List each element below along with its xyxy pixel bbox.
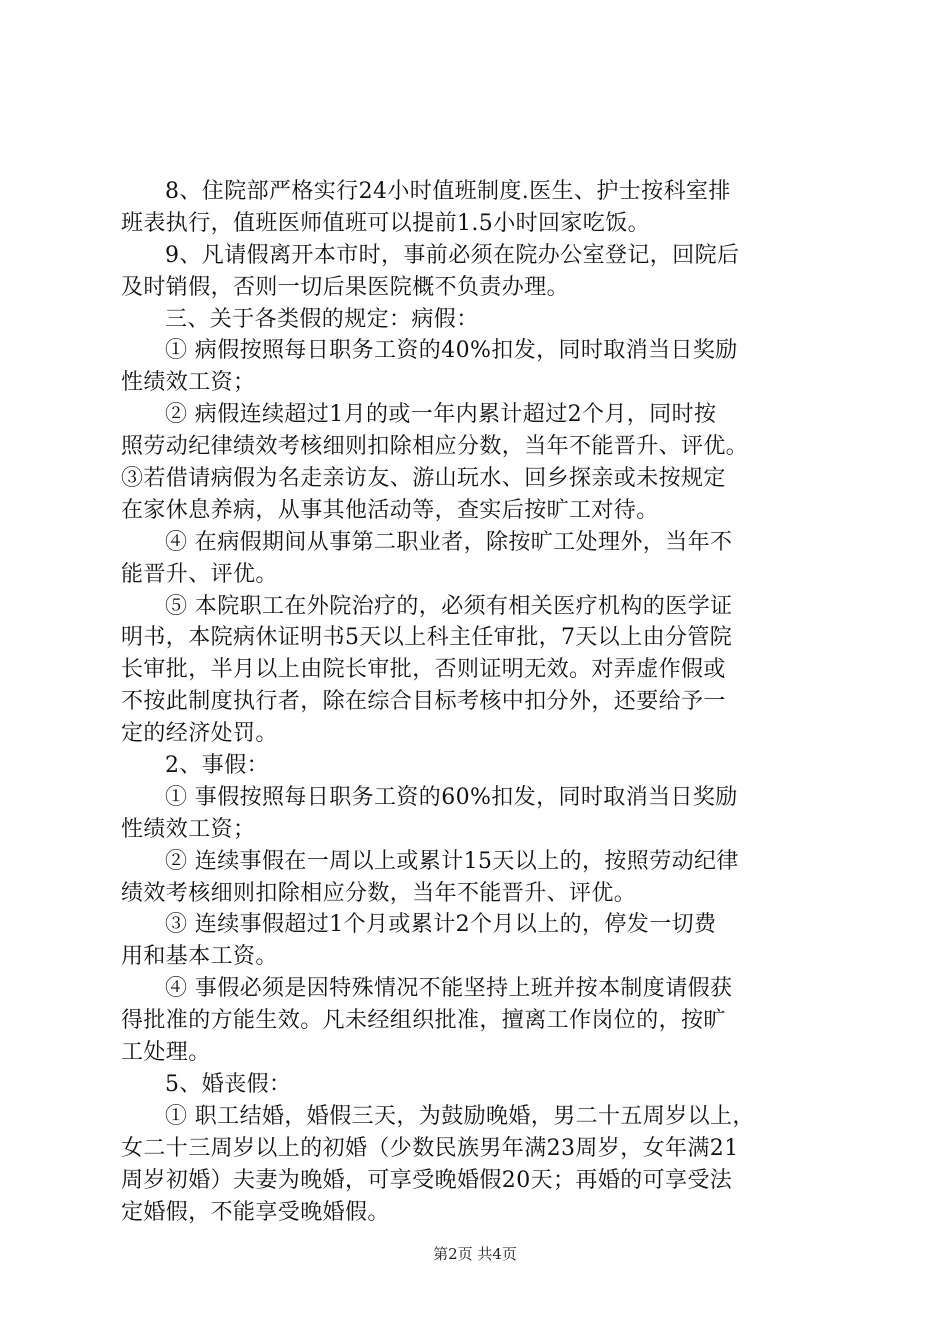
text-line: 2、事假： — [165, 753, 269, 779]
text-line: ① 病假按照每日职务工资的40%扣发，同时取消当日奖励 — [165, 338, 738, 364]
text-line: 长审批，半月以上由院长审批，否则证明无效。对弄虚作假或 — [121, 657, 726, 683]
text-line: 用和基本工资。 — [121, 944, 278, 970]
text-line: ③若借请病假为名走亲访友、游山玩水、回乡探亲或未按规定 — [121, 466, 726, 492]
document-body — [121, 176, 833, 1228]
text-line: ⑤ 本院职工在外院治疗的，必须有相关医疗机构的医学证 — [165, 593, 733, 619]
text-line: 性绩效工资； — [121, 816, 256, 842]
text-line: ② 连续事假在一周以上或累计15天以上的，按照劳动纪律 — [165, 848, 739, 874]
text-line: 5、婚丧假： — [165, 1071, 292, 1097]
text-line: 绩效考核细则扣除相应分数，当年不能晋升、评优。 — [121, 880, 637, 906]
text-line: 工处理。 — [121, 1040, 211, 1066]
text-line: 周岁初婚）夫妻为晚婚，可享受晚婚假20天；再婚的可享受法 — [121, 1167, 733, 1193]
text-line: 定婚假，不能享受晚婚假。 — [121, 1199, 390, 1225]
text-line: 能晋升、评优。 — [121, 561, 278, 587]
text-line: 班表执行，值班医师值班可以提前1.5小时回家吃饭。 — [121, 210, 650, 236]
text-line: 及时销假，否则一切后果医院概不负责办理。 — [121, 274, 570, 300]
text-line: 9、凡请假离开本市时，事前必须在院办公室登记，回院后 — [165, 242, 740, 268]
text-line: 照劳动纪律绩效考核细则扣除相应分数，当年不能晋升、评优。 — [121, 434, 749, 460]
text-line: ③ 连续事假超过1个月或累计2个月以上的，停发一切费 — [165, 912, 717, 938]
text-line: 定的经济处罚。 — [121, 721, 278, 747]
text-line: ① 职工结婚，婚假三天，为鼓励晚婚，男二十五周岁以上， — [165, 1103, 755, 1129]
text-line: ① 事假按照每日职务工资的60%扣发，同时取消当日奖励 — [165, 784, 738, 810]
text-line: 女二十三周岁以上的初婚（少数民族男年满23周岁，女年满21 — [121, 1135, 739, 1161]
page-footer: 第2页 共4页 — [433, 1245, 517, 1263]
text-line: 8、住院部严格实行24小时值班制度.医生、护士按科室排 — [165, 179, 731, 204]
text-line: ④ 事假必须是因特殊情况不能坚持上班并按本制度请假获 — [165, 976, 733, 1002]
text-line: 得批准的方能生效。凡未经组织批准，擅离工作岗位的，按旷 — [121, 1008, 726, 1034]
text-line: 性绩效工资； — [121, 370, 256, 396]
text-line: 明书，本院病休证明书5天以上科主任审批，7天以上由分管院 — [121, 625, 733, 651]
text-line: ② 病假连续超过1月的或一年内累计超过2个月，同时按 — [165, 402, 717, 428]
text-line: ④ 在病假期间从事第二职业者，除按旷工处理外，当年不 — [165, 529, 733, 555]
text-line: 不按此制度执行者，除在综合目标考核中扣分外，还要给予一 — [121, 689, 726, 715]
text-line: 在家休息养病，从事其他活动等，查实后按旷工对待。 — [121, 497, 659, 523]
text-line: 三、关于各类假的规定：病假： — [165, 306, 479, 332]
